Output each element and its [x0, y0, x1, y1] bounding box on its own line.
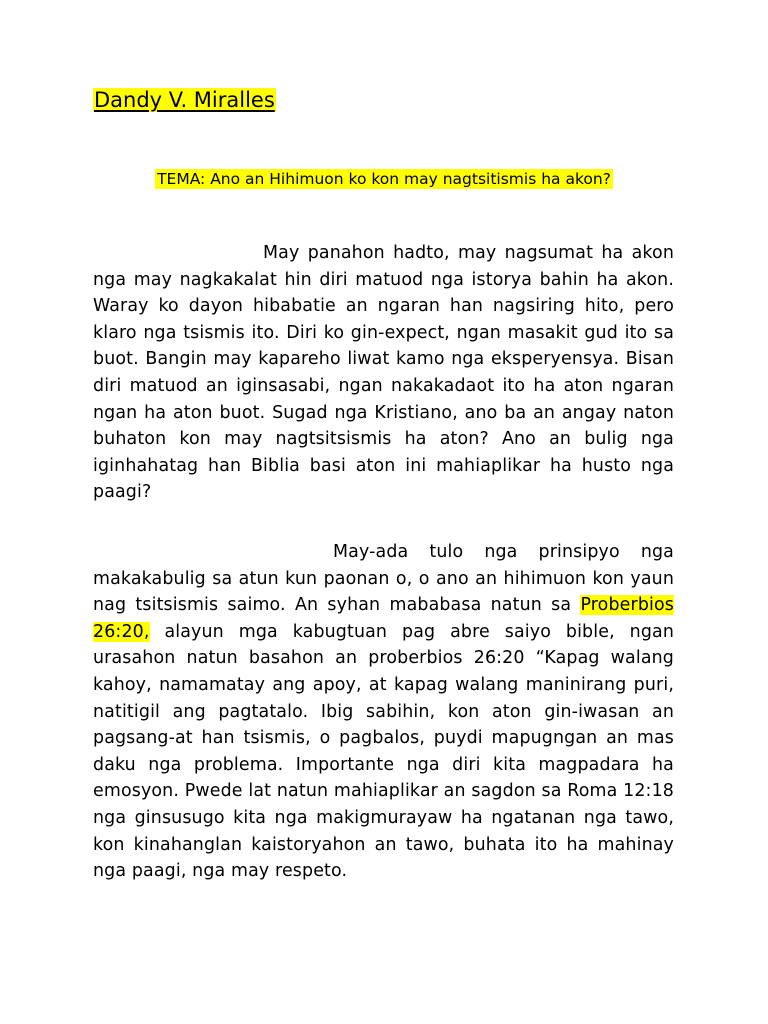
paragraph-2: [93, 539, 674, 885]
paragraph-2-intro: May-ada tulo nga prinsipyo nga makakabulig sa atun kun paonan o, o ano an hihimuon kon yaun nag tsitsismis saimo. An syhan mababasa natun sa: [93, 542, 674, 616]
document-theme: [0, 168, 768, 190]
theme-text: TEMA: Ano an Hihimuon ko kon may nagtsitismis ha akon?: [157, 170, 611, 188]
author-name: [93, 86, 276, 115]
paragraph-1: May panahon hadto, may nagsumat ha akon nga may nagkakalat hin diri matuod nga istorya bahin ha akon. Waray ko dayon hibabatie an ngaran han nagsiring hito, pero klaro nga tsismis ito. Diri ko gin-expect, ngan masakit gud ito sa buot. Bangin may kapareho liwat kamo nga eksperyensya. Bisan diri matuod an iginsasabi, ngan nakakadaot ito ha aton ngaran ngan ha aton buot. Sugad nga Kristiano, ano ba an angay naton buhaton kon may nagtsitsismis ha aton? Ano an bulig nga iginhahatag han Biblia basi aton ini mahiaplikar ha husto nga paagi?: [93, 243, 674, 503]
scripture-reference-highlight: Proberbios 26:20,: [93, 595, 674, 642]
paragraph-2-body: alayun mga kabugtuan pag abre saiyo bible, ngan urasahon natun basahon an proberbios 26:20 “Kapag walang kahoy, namamatay ang apoy, at kapag walang maninirang puri, natitigil ang pagtatalo. Ibig sabihin, kon aton gin-iwasan an pagsang-at han tsismis, o pagbalos, puydi mapugngan an mas daku nga problema. Importante nga diri kita magpadara ha emosyon. Pwede lat natun mahiaplikar an sagdon sa Roma 12:18 nga ginsusugo kita nga makigmurayaw ha ngatanan nga tawo, kon kinahanglan kaistoryahon an tawo, buhata ito ha mahinay nga paagi, nga may respeto.: [93, 621, 674, 882]
author-name-text: Dandy V. Miralles: [94, 88, 275, 112]
